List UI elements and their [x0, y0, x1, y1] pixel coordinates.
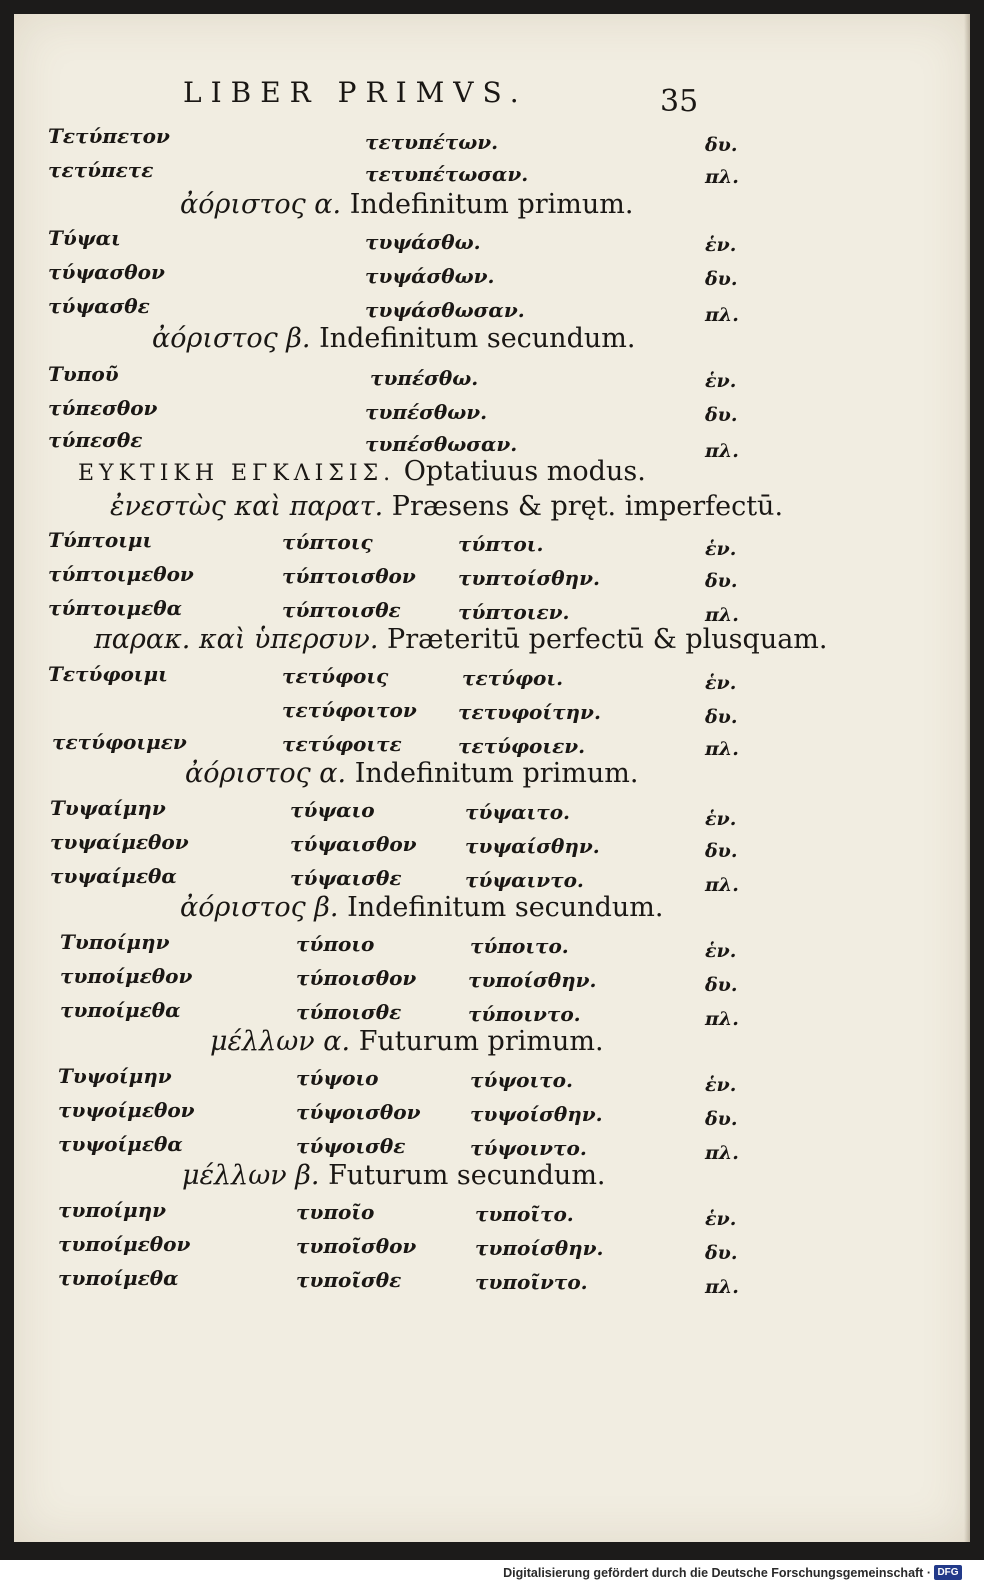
number-label: πλ.: [705, 874, 739, 896]
form-cell: τύψαιο: [290, 798, 375, 822]
form-cell: τύψασθε: [48, 294, 150, 318]
number-label: ἑν.: [705, 538, 737, 560]
form-cell: Τετύφοιμι: [48, 662, 168, 686]
form-cell: τυψοίσθην.: [470, 1102, 603, 1126]
tense-heading: [110, 491, 783, 522]
form-cell: τύπτοισθον: [282, 564, 416, 588]
form-cell: τυποῖτο.: [475, 1202, 574, 1226]
form-cell: τύψοιτο.: [470, 1068, 573, 1092]
form-cell: τύψαιτο.: [465, 800, 570, 824]
tense-heading-latin: Præteritū perfectū & plusquam.: [387, 624, 828, 655]
form-cell: τύπτοισθε: [282, 598, 401, 622]
number-label: πλ.: [705, 166, 739, 188]
form-cell: τύπεσθον: [48, 396, 158, 420]
form-cell: τυψάσθωσαν.: [365, 298, 525, 322]
form-cell: τυποίμεθον: [58, 1232, 191, 1256]
number-label: ἑν.: [705, 1074, 737, 1096]
tense-heading-latin: Indefinitum secundum.: [347, 892, 664, 923]
form-cell: τυποίμεθα: [60, 998, 181, 1022]
form-cell: τύπτοιμεθον: [48, 562, 194, 586]
form-cell: τετύφοιεν.: [458, 734, 586, 758]
form-cell: τύψοισθε: [296, 1134, 406, 1158]
mood-title-latin: Optatiuus modus.: [403, 456, 646, 487]
tense-heading: [180, 892, 663, 923]
page-number: 35: [660, 84, 699, 119]
form-cell: τύψαιντο.: [465, 868, 584, 892]
form-cell: τετυπέτωσαν.: [365, 162, 529, 186]
number-label: δυ.: [705, 1242, 738, 1264]
number-label: ἑν.: [705, 808, 737, 830]
number-label: δυ.: [705, 134, 738, 156]
form-cell: Τύψαι: [48, 226, 121, 250]
dfg-logo: DFG: [934, 1565, 962, 1580]
form-cell: τύποισθε: [296, 1000, 402, 1024]
form-cell: τύποισθον: [296, 966, 417, 990]
form-cell: τύψοιο: [296, 1066, 379, 1090]
form-cell: τυψαίσθην.: [465, 834, 600, 858]
form-cell: τυπτοίσθην.: [458, 566, 600, 590]
number-label: δυ.: [705, 706, 738, 728]
number-label: δυ.: [705, 974, 738, 996]
tense-heading-latin: Futurum primum.: [358, 1026, 604, 1057]
form-cell: τυψάσθω.: [365, 230, 481, 254]
number-label: ἑν.: [705, 672, 737, 694]
form-cell: τυψοίμεθα: [58, 1132, 183, 1156]
number-label: πλ.: [705, 1008, 739, 1030]
number-label: δυ.: [705, 404, 738, 426]
form-cell: τύπτοιεν.: [458, 600, 570, 624]
tense-heading-greek: ἀόριστος β.: [180, 892, 339, 923]
form-cell: τύπεσθε: [48, 428, 143, 452]
form-cell: τύπτοις: [282, 530, 373, 554]
page-edge-shadow: [964, 14, 970, 1542]
mood-title: [78, 456, 646, 487]
form-cell: τυποῖντο.: [475, 1270, 588, 1294]
tense-heading-latin: Futurum secundum.: [328, 1160, 606, 1191]
form-cell: τύπτοιμεθα: [48, 596, 182, 620]
form-cell: τετύπετε: [48, 158, 154, 182]
mood-title-greek: ΕΥΚΤΙΚΗ ΕΓΚΛΙΣΙΣ.: [78, 461, 396, 486]
tense-heading: [182, 1160, 606, 1191]
tense-heading-greek: ἐνεστὼς καὶ παρατ.: [110, 491, 384, 522]
number-label: ἑν.: [705, 234, 737, 256]
form-cell: τύψοιντο.: [470, 1136, 587, 1160]
form-cell: τυψαίμεθα: [50, 864, 177, 888]
form-cell: τετυφοίτην.: [458, 700, 601, 724]
number-label: ἑν.: [705, 370, 737, 392]
form-cell: τύποιτο.: [470, 934, 569, 958]
form-cell: τυψάσθων.: [365, 264, 495, 288]
form-cell: τύψαισθε: [290, 866, 402, 890]
tense-heading-greek: μέλλων α.: [210, 1026, 351, 1057]
number-label: πλ.: [705, 1276, 739, 1298]
running-title: LIBER PRIMVS.: [183, 76, 528, 109]
tense-heading: [94, 624, 828, 655]
tense-heading-greek: ἀόριστος α.: [180, 189, 342, 220]
number-label: δυ.: [705, 1108, 738, 1130]
number-label: δυ.: [705, 840, 738, 862]
form-cell: τετύφοις: [282, 664, 389, 688]
form-cell: τυψαίμεθον: [50, 830, 189, 854]
form-cell: Τετύπετον: [48, 124, 170, 148]
form-cell: τετύφοι.: [462, 666, 564, 690]
form-cell: τυποῖσθε: [296, 1268, 402, 1292]
form-cell: τυποίσθην.: [475, 1236, 604, 1260]
form-cell: τύψοισθον: [296, 1100, 421, 1124]
form-cell: Τυψαίμην: [50, 796, 166, 820]
form-cell: τύψασθον: [48, 260, 165, 284]
form-cell: Τυποίμην: [60, 930, 170, 954]
form-cell: τετυπέτων.: [365, 130, 499, 154]
tense-heading-latin: Indefinitum primum.: [354, 758, 639, 789]
tense-heading: [152, 323, 635, 354]
form-cell: Τυποῦ: [48, 362, 119, 386]
form-cell: τύποιντο.: [468, 1002, 581, 1026]
tense-heading-latin: Indefinitum secundum.: [319, 323, 636, 354]
form-cell: τύπτοι.: [458, 532, 544, 556]
tense-heading-greek: μέλλων β.: [182, 1160, 320, 1191]
number-label: πλ.: [705, 738, 739, 760]
form-cell: τύποιο: [296, 932, 375, 956]
form-cell: τετύφοιτον: [282, 698, 417, 722]
tense-heading-greek: παρακ. καὶ ὑπερσυν.: [94, 624, 379, 655]
form-cell: τυπέσθων.: [365, 400, 488, 424]
form-cell: Τυψοίμην: [58, 1064, 172, 1088]
form-cell: τυποίμεθον: [60, 964, 193, 988]
tense-heading-latin: Præsens & pręt. imperfectū.: [391, 491, 784, 522]
tense-heading: [210, 1026, 604, 1057]
credit-text: Digitalisierung gefördert durch die Deutsche Forschungsgemeinschaft ·: [503, 1565, 931, 1580]
form-cell: τυπέσθωσαν.: [365, 432, 518, 456]
tense-heading-latin: Indefinitum primum.: [349, 189, 634, 220]
number-label: δυ.: [705, 268, 738, 290]
tense-heading: [185, 758, 638, 789]
number-label: πλ.: [705, 604, 739, 626]
number-label: ἑν.: [705, 1208, 737, 1230]
form-cell: τυποίμεθα: [58, 1266, 179, 1290]
form-cell: τυποίσθην.: [468, 968, 597, 992]
tense-heading: [180, 189, 633, 220]
tense-heading-greek: ἀόριστος α.: [185, 758, 347, 789]
form-cell: τυποῖο: [296, 1200, 375, 1224]
number-label: δυ.: [705, 570, 738, 592]
number-label: πλ.: [705, 1142, 739, 1164]
form-cell: τετύφοιμεν: [52, 730, 187, 754]
digitization-credit: [503, 1565, 962, 1580]
number-label: πλ.: [705, 440, 739, 462]
form-cell: τύψαισθον: [290, 832, 417, 856]
form-cell: τυποῖσθον: [296, 1234, 417, 1258]
number-label: πλ.: [705, 304, 739, 326]
form-cell: τυπέσθω.: [370, 366, 479, 390]
form-cell: Τύπτοιμι: [48, 528, 153, 552]
form-cell: τυψοίμεθον: [58, 1098, 195, 1122]
form-cell: τετύφοιτε: [282, 732, 402, 756]
form-cell: τυποίμην: [58, 1198, 167, 1222]
tense-heading-greek: ἀόριστος β.: [152, 323, 311, 354]
number-label: ἑν.: [705, 940, 737, 962]
